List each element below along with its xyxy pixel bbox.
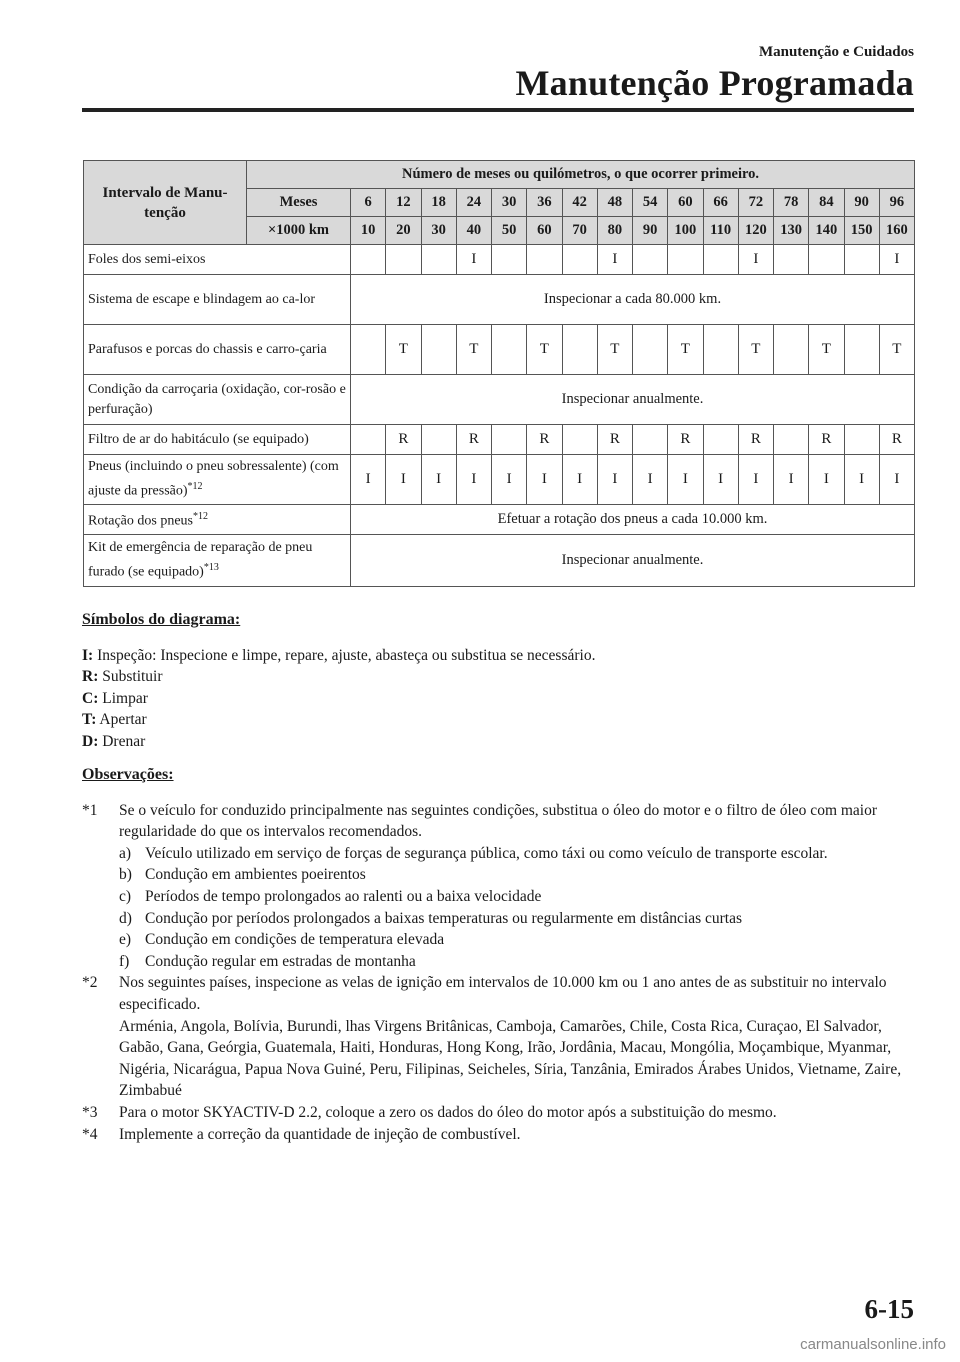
km-cell: 140 — [809, 217, 844, 245]
row-item-text: Condição da carroçaria (oxidação, cor-rosão e perfuração) — [88, 381, 346, 417]
symbol-item — [82, 709, 914, 731]
schedule-cell — [668, 245, 703, 275]
footnote-ref: *12 — [187, 481, 203, 493]
schedule-cell: T — [738, 325, 773, 375]
schedule-cell: I — [738, 245, 773, 275]
schedule-cell — [633, 425, 668, 455]
km-cell: 130 — [774, 217, 809, 245]
schedule-cell — [703, 325, 738, 375]
schedule-cell — [492, 245, 527, 275]
schedule-cell — [703, 425, 738, 455]
subitem-text: Condução regular em estradas de montanha — [145, 952, 416, 970]
row-span-instruction: Inspecionar anualmente. — [351, 535, 915, 587]
month-cell: 24 — [456, 189, 491, 217]
schedule-cell: I — [421, 455, 456, 505]
page-number: 6-15 — [864, 1294, 914, 1324]
row-span-instruction: Inspecionar anualmente. — [351, 375, 915, 425]
months-label: Meses — [247, 189, 351, 217]
month-cell: 96 — [879, 189, 914, 217]
month-cell: 18 — [421, 189, 456, 217]
schedule-cell: I — [562, 455, 597, 505]
month-cell: 48 — [597, 189, 632, 217]
schedule-cell — [386, 245, 421, 275]
schedule-cell: R — [879, 425, 914, 455]
row-item-text: Parafusos e porcas do chassis e carro-çaria — [88, 341, 327, 357]
header-rule — [82, 108, 914, 112]
month-cell: 36 — [527, 189, 562, 217]
schedule-cell: I — [703, 455, 738, 505]
km-cell: 100 — [668, 217, 703, 245]
symbol-item — [82, 645, 914, 667]
schedule-cell: R — [386, 425, 421, 455]
schedule-cell: T — [456, 325, 491, 375]
note-1-sublist — [119, 843, 914, 973]
month-cell: 6 — [351, 189, 386, 217]
symbol-text: Inspeção: Inspecione e limpe, repare, ajuste, abasteça ou substitua se necessário. — [97, 646, 596, 664]
month-cell: 90 — [844, 189, 879, 217]
note-3-number: *3 — [82, 1103, 98, 1121]
subitem-text: Períodos de tempo prolongados ao ralenti ou a baixa velocidade — [145, 887, 542, 905]
note-1-subitem — [119, 864, 914, 886]
note-1-subitem — [119, 908, 914, 930]
symbols-section — [82, 609, 914, 753]
note-3 — [82, 1102, 914, 1124]
row-item-text: Filtro de ar do habitáculo (se equipado) — [88, 431, 309, 447]
span-header: Número de meses ou quilómetros, o que ocorrer primeiro. — [247, 161, 915, 189]
schedule-cell: T — [879, 325, 914, 375]
table-row — [84, 375, 915, 425]
row-item-label — [84, 245, 351, 275]
schedule-cell — [351, 425, 386, 455]
km-cell: 50 — [492, 217, 527, 245]
row-item-label — [84, 505, 351, 535]
schedule-cell: I — [386, 455, 421, 505]
row-item-label — [84, 275, 351, 325]
subitem-letter: c) — [119, 887, 132, 905]
note-2-number: *2 — [82, 974, 98, 992]
row-item-text: Kit de emergência de reparação de pneu furado (se equipado) — [88, 540, 313, 580]
note-1 — [82, 800, 914, 973]
schedule-cell: I — [774, 455, 809, 505]
note-2-text: Nos seguintes países, inspecione as velas de ignição em intervalos de 10.000 km ou 1 ano antes de as substituir no intervalo especificado. — [119, 974, 887, 1013]
schedule-cell — [844, 325, 879, 375]
schedule-cell: R — [809, 425, 844, 455]
month-cell: 54 — [633, 189, 668, 217]
symbol-key: I: — [82, 646, 94, 664]
subitem-text: Condução por períodos prolongados a baixas temperaturas ou regularmente em distâncias curtas — [145, 909, 742, 927]
schedule-cell: I — [456, 245, 491, 275]
km-cell: 40 — [456, 217, 491, 245]
schedule-cell: I — [879, 455, 914, 505]
note-4-number: *4 — [82, 1125, 98, 1143]
schedule-cell — [633, 325, 668, 375]
row-span-instruction: Inspecionar a cada 80.000 km. — [351, 275, 915, 325]
schedule-cell: I — [738, 455, 773, 505]
subitem-letter: f) — [119, 952, 130, 970]
table-row — [84, 425, 915, 455]
schedule-cell — [774, 325, 809, 375]
row-item-label — [84, 325, 351, 375]
note-2-countries: Arménia, Angola, Bolívia, Burundi, lhas Virgens Britânicas, Camboja, Camarões, Chile, Costa Rica, Curaçao, El Salvador, Gabão, Gana, Geórgia, Guatemala, Haiti, Honduras, Hong Kong, Irão, Jordânia, Macau, Mongólia, Moçambique, Myanmar, Nigéria, Nicarágua, Papua Nova Guiné, Peru, Filipinas, Seicheles, Síria, Tanzânia, Emirados Árabes Unidos, Vietname, Zaire, Zimbabué — [119, 1017, 902, 1100]
maintenance-schedule-table — [83, 160, 915, 587]
note-2 — [82, 972, 914, 1102]
schedule-cell — [351, 245, 386, 275]
watermark: carmanualsonline.info — [800, 1336, 946, 1353]
month-cell: 72 — [738, 189, 773, 217]
schedule-cell: R — [668, 425, 703, 455]
month-cell: 30 — [492, 189, 527, 217]
header-section: Manutenção e Cuidados — [758, 44, 914, 60]
table-row — [84, 275, 915, 325]
month-cell: 84 — [809, 189, 844, 217]
row-item-text: Pneus (incluindo o pneu sobressalente) (com ajuste da pressão) — [88, 459, 339, 499]
symbol-text: Limpar — [102, 689, 148, 707]
schedule-cell — [703, 245, 738, 275]
schedule-cell — [527, 245, 562, 275]
row-item-label — [84, 375, 351, 425]
month-cell: 42 — [562, 189, 597, 217]
notes-heading: Observações: — [82, 766, 174, 783]
symbols-list — [82, 645, 914, 753]
schedule-cell: R — [527, 425, 562, 455]
schedule-cell — [562, 425, 597, 455]
schedule-cell: R — [456, 425, 491, 455]
km-cell: 110 — [703, 217, 738, 245]
schedule-cell — [562, 245, 597, 275]
symbol-item — [82, 666, 914, 688]
schedule-cell — [774, 245, 809, 275]
note-1-subitem — [119, 951, 914, 973]
schedule-cell: I — [879, 245, 914, 275]
symbol-text: Drenar — [102, 732, 146, 750]
km-cell: 10 — [351, 217, 386, 245]
subitem-letter: d) — [119, 909, 132, 927]
symbol-item — [82, 731, 914, 753]
note-1-text: Se o veículo for conduzido principalmente nas seguintes condições, substitua o óleo do motor e o filtro de óleo com maior regularidade do que os intervalos recomendados. — [119, 801, 878, 841]
note-1-subitem — [119, 929, 914, 951]
schedule-cell: T — [597, 325, 632, 375]
note-1-subitem — [119, 843, 914, 865]
km-cell: 20 — [386, 217, 421, 245]
row-item-text: Rotação dos pneus — [88, 513, 193, 529]
km-cell: 30 — [421, 217, 456, 245]
schedule-cell: I — [809, 455, 844, 505]
row-item-text: Foles dos semi-eixos — [88, 251, 206, 267]
schedule-cell: I — [668, 455, 703, 505]
notes-section — [82, 764, 914, 1145]
month-cell: 66 — [703, 189, 738, 217]
schedule-cell: I — [492, 455, 527, 505]
km-label: ×1000 km — [247, 217, 351, 245]
schedule-cell — [844, 425, 879, 455]
schedule-cell — [351, 325, 386, 375]
schedule-cell — [492, 425, 527, 455]
note-4 — [82, 1124, 914, 1146]
km-cell: 80 — [597, 217, 632, 245]
footnote-ref: *12 — [192, 511, 208, 523]
schedule-cell: I — [597, 245, 632, 275]
row-item-label — [84, 455, 351, 505]
km-cell: 90 — [633, 217, 668, 245]
table-row — [84, 535, 915, 587]
table-row — [84, 245, 915, 275]
table-row — [84, 505, 915, 535]
interval-header: Intervalo de Manu-tenção — [84, 161, 247, 245]
schedule-cell — [633, 245, 668, 275]
table-row — [84, 455, 915, 505]
symbol-item — [82, 688, 914, 710]
schedule-cell — [562, 325, 597, 375]
schedule-cell: I — [527, 455, 562, 505]
schedule-cell — [421, 325, 456, 375]
km-cell: 150 — [844, 217, 879, 245]
symbol-key: R: — [82, 668, 99, 686]
subitem-letter: e) — [119, 931, 132, 949]
row-item-text: Sistema de escape e blindagem ao ca-lor — [88, 291, 316, 307]
schedule-cell: R — [738, 425, 773, 455]
row-item-label — [84, 535, 351, 587]
schedule-cell: I — [633, 455, 668, 505]
schedule-cell — [774, 425, 809, 455]
month-cell: 60 — [668, 189, 703, 217]
schedule-cell: T — [668, 325, 703, 375]
note-3-text: Para o motor SKYACTIV-D 2.2, coloque a zero os dados do óleo do motor após a substituição do mesmo. — [119, 1103, 777, 1121]
schedule-cell — [844, 245, 879, 275]
schedule-cell: I — [597, 455, 632, 505]
schedule-cell: I — [844, 455, 879, 505]
km-cell: 160 — [879, 217, 914, 245]
schedule-cell — [809, 245, 844, 275]
km-cell: 60 — [527, 217, 562, 245]
schedule-cell: I — [351, 455, 386, 505]
symbol-text: Substituir — [102, 668, 163, 686]
page-title: Manutenção Programada — [515, 63, 914, 103]
schedule-cell: R — [597, 425, 632, 455]
schedule-cell — [421, 425, 456, 455]
subitem-text: Condução em ambientes poeirentos — [145, 866, 366, 884]
footnote-ref: *13 — [203, 562, 219, 574]
symbols-heading: Símbolos do diagrama: — [82, 611, 241, 628]
note-1-subitem — [119, 886, 914, 908]
km-cell: 120 — [738, 217, 773, 245]
schedule-cell — [421, 245, 456, 275]
month-cell: 12 — [386, 189, 421, 217]
note-1-number: *1 — [82, 801, 98, 819]
schedule-cell: T — [527, 325, 562, 375]
subitem-letter: b) — [119, 866, 132, 884]
symbol-key: C: — [82, 689, 99, 707]
subitem-text: Veículo utilizado em serviço de forças de segurança pública, como táxi ou como veículo de transporte escolar. — [145, 844, 828, 862]
note-4-text: Implemente a correção da quantidade de injeção de combustível. — [119, 1125, 521, 1143]
subitem-letter: a) — [119, 844, 132, 862]
schedule-cell: T — [386, 325, 421, 375]
km-cell: 70 — [562, 217, 597, 245]
symbol-text: Apertar — [99, 711, 147, 729]
schedule-cell: I — [456, 455, 491, 505]
table-row — [84, 325, 915, 375]
row-span-instruction: Efetuar a rotação dos pneus a cada 10.000 km. — [351, 505, 915, 535]
month-cell: 78 — [774, 189, 809, 217]
row-item-label — [84, 425, 351, 455]
schedule-cell: T — [809, 325, 844, 375]
symbol-key: T: — [82, 711, 97, 729]
schedule-cell — [492, 325, 527, 375]
subitem-text: Condução em condições de temperatura elevada — [145, 931, 445, 949]
symbol-key: D: — [82, 732, 99, 750]
